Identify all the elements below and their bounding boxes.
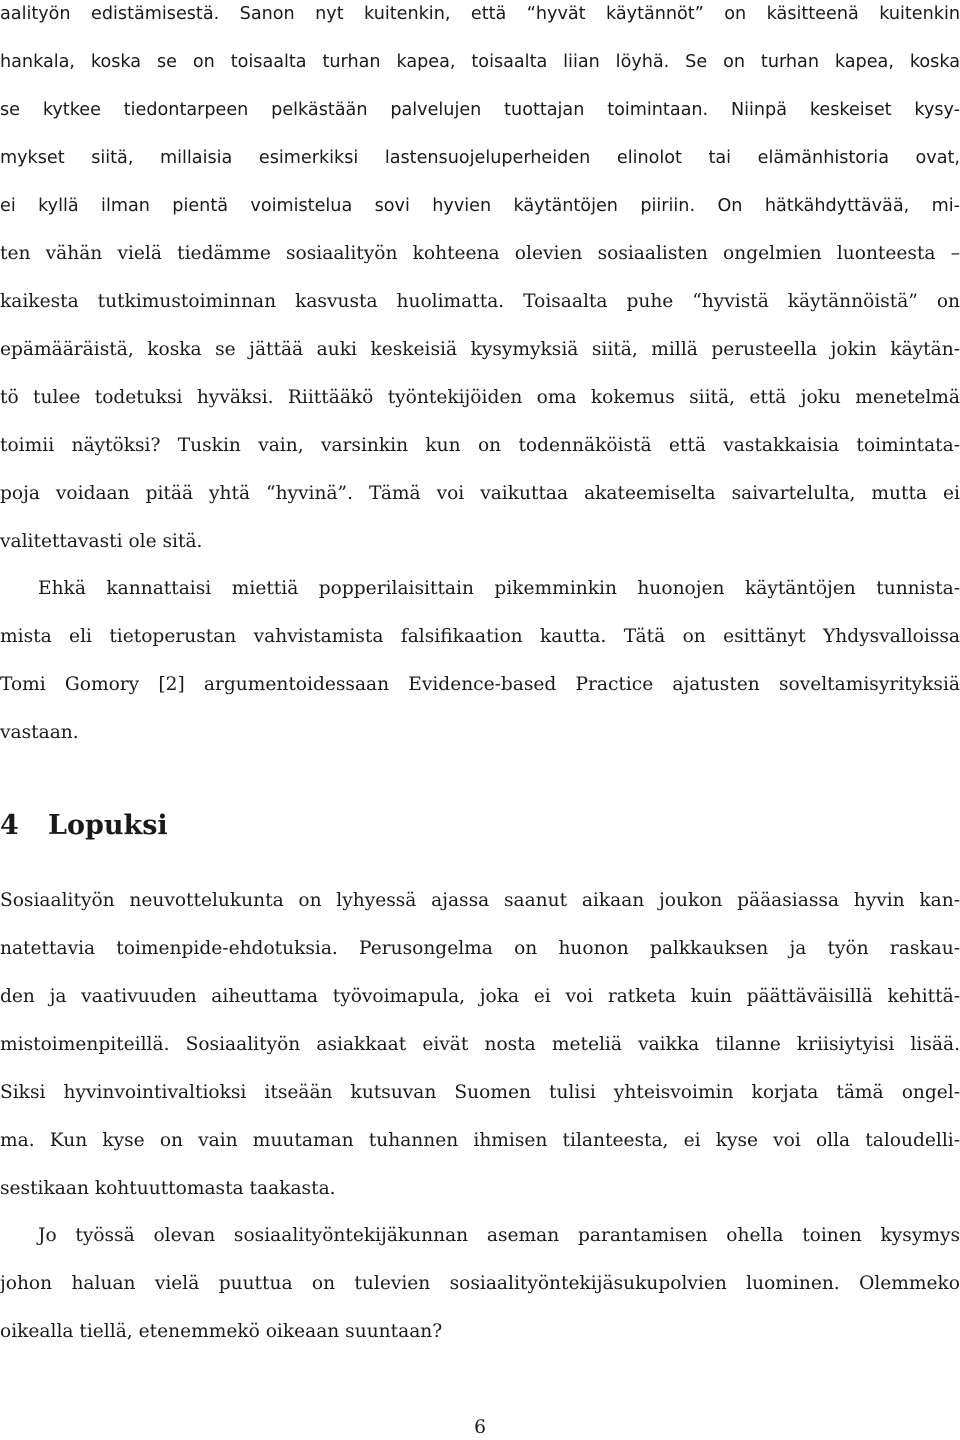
- page-number: 6: [474, 1417, 486, 1438]
- section-title: Lopuksi: [48, 810, 168, 841]
- section-heading: [0, 808, 168, 844]
- text-line: hankala, koska se on toisaalta turhan kapea, toisaalta liian löyhä. Se on turhan kapea, koska: [0, 52, 960, 72]
- text-line: ei kyllä ilman pientä voimistelua sovi hyvien käytäntöjen piiriin. On hätkähdyttävää, mi-: [0, 196, 960, 216]
- text-line: sestikaan kohtuuttomasta taakasta.: [0, 1178, 336, 1199]
- section-number: 4: [0, 810, 19, 841]
- text-line: Sosiaalityön neuvottelukunta on lyhyessä ajassa saanut aikaan joukon pääasiassa hyvin kan-: [0, 890, 960, 911]
- text-line: natettavia toimenpide-ehdotuksia. Perusongelma on huonon palkkauksen ja työn raskau-: [0, 938, 960, 959]
- text-line: mistoimenpiteillä. Sosiaalityön asiakkaat eivät nosta meteliä vaikka tilanne kriisiytyisi lisää.: [0, 1034, 960, 1055]
- text-line: den ja vaativuuden aiheuttama työvoimapula, joka ei voi ratketa kuin päättäväisillä kehittä-: [0, 986, 960, 1007]
- text-line: valitettavasti ole sitä.: [0, 531, 203, 552]
- text-line: se kytkee tiedontarpeen pelkästään palvelujen tuottajan toimintaan. Niinpä keskeiset kysy-: [0, 100, 960, 120]
- text-line: toimii näytöksi? Tuskin vain, varsinkin kun on todennäköistä että vastakkaisia toimintata-: [0, 435, 960, 456]
- text-line: vastaan.: [0, 722, 79, 743]
- text-line: ma. Kun kyse on vain muutaman tuhannen ihmisen tilanteesta, ei kyse voi olla taloudelli-: [0, 1130, 960, 1151]
- text-line: kaikesta tutkimustoiminnan kasvusta huolimatta. Toisaalta puhe “hyvistä käytännöistä” on: [0, 291, 960, 312]
- text-line: tö tulee todetuksi hyväksi. Riittääkö työntekijöiden oma kokemus siitä, että joku menetelmä: [0, 387, 960, 408]
- text-line: ten vähän vielä tiedämme sosiaalityön kohteena olevien sosiaalisten ongelmien luonteesta –: [0, 243, 960, 264]
- text-line: aalityön edistämisestä. Sanon nyt kuitenkin, että “hyvät käytännöt” on käsitteenä kuitenkin: [0, 4, 960, 24]
- text-line: epämääräistä, koska se jättää auki keskeisiä kysymyksiä siitä, millä perusteella jokin käytän-: [0, 339, 960, 360]
- text-line: oikealla tiellä, etenemmekö oikeaan suuntaan?: [0, 1321, 443, 1342]
- text-line: mykset siitä, millaisia esimerkiksi lastensuojeluperheiden elinolot tai elämänhistoria ovat,: [0, 148, 960, 168]
- text-line: Tomi Gomory [2] argumentoidessaan Evidence-based Practice ajatusten soveltamisyrityksiä: [0, 674, 960, 695]
- text-line: Siksi hyvinvointivaltioksi itseään kutsuvan Suomen tulisi yhteisvoimin korjata tämä ongel-: [0, 1082, 960, 1103]
- text-line: johon haluan vielä puuttua on tulevien sosiaalityöntekijäsukupolvien luominen. Olemmeko: [0, 1273, 960, 1294]
- text-line: mista eli tietoperustan vahvistamista falsifikaation kautta. Tätä on esittänyt Yhdysvalloissa: [0, 626, 960, 647]
- text-line: Ehkä kannattaisi miettiä popperilaisittain pikemminkin huonojen käytäntöjen tunnista-: [38, 578, 960, 599]
- text-line: Jo työssä olevan sosiaalityöntekijäkunnan aseman parantamisen ohella toinen kysymys: [38, 1225, 960, 1246]
- text-line: poja voidaan pitää yhtä “hyvinä”. Tämä voi vaikuttaa akateemiselta saivartelulta, mutta ei: [0, 483, 960, 504]
